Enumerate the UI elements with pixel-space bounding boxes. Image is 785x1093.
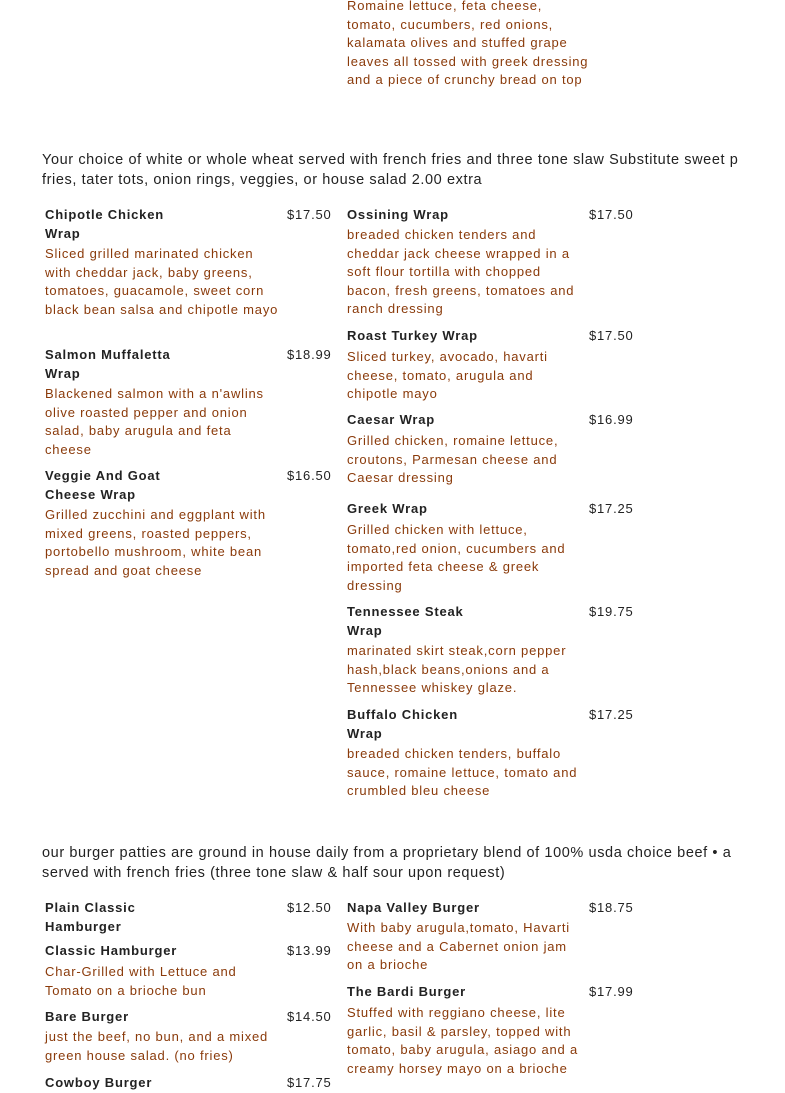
menu-item-name: Napa Valley Burger xyxy=(347,900,480,915)
menu-item-description: just the beef, no bun, and a mixed green house salad. (no fries) xyxy=(45,1029,269,1063)
menu-item-description: Grilled zucchini and eggplant with mixed greens, roasted peppers, portobello mushroom, white bean spread and goat cheese xyxy=(45,507,266,578)
burgers-note-line-2: served with french fries (three tone slaw & half sour upon request) xyxy=(42,865,506,881)
greek-salad-description: Romaine lettuce, feta cheese, tomato, cucumbers, red onions, kalamata olives and stuffed grape leaves all tossed with greek dressing and a piece of crunchy bread on top xyxy=(347,0,589,87)
menu-item-price: $14.50 xyxy=(287,1009,332,1024)
menu-item-name: Tennessee Steak Wrap xyxy=(347,604,464,638)
menu-item-name: Classic Hamburger xyxy=(45,943,178,958)
menu-item-description: With baby arugula,tomato, Havarti cheese and a Cabernet onion jam on a brioche xyxy=(347,920,570,972)
menu-item-name: Chipotle Chicken Wrap xyxy=(45,207,164,241)
menu-item-price: $18.75 xyxy=(589,900,634,915)
menu-item-name: Greek Wrap xyxy=(347,501,428,516)
menu-item-name: Ossining Wrap xyxy=(347,207,449,222)
menu-item-description: Sliced grilled marinated chicken with cheddar jack, baby greens, tomatoes, guacamole, sweet corn black bean salsa and chipotle mayo xyxy=(45,246,279,317)
menu-item-description: Blackened salmon with a n'awlins olive roasted pepper and onion salad, baby arugula and feta cheese xyxy=(45,386,264,457)
menu-item-price: $17.50 xyxy=(287,207,332,222)
menu-item-price: $17.25 xyxy=(589,501,634,516)
menu-item-price: $18.99 xyxy=(287,347,332,362)
menu-item-price: $17.99 xyxy=(589,984,634,999)
menu-item-name: Buffalo Chicken Wrap xyxy=(347,707,458,741)
menu-item-price: $16.99 xyxy=(589,412,634,427)
menu-item-name: Roast Turkey Wrap xyxy=(347,328,478,343)
menu-item-price: $13.99 xyxy=(287,943,332,958)
menu-item-price: $16.50 xyxy=(287,468,332,483)
menu-item-name: Caesar Wrap xyxy=(347,412,436,427)
menu-item-price: $17.75 xyxy=(287,1075,332,1090)
wraps-note-line-1: Your choice of white or whole wheat served with french fries and three tone slaw Substitute sweet p xyxy=(42,152,739,168)
menu-item-name: The Bardi Burger xyxy=(347,984,466,999)
menu-item-price: $12.50 xyxy=(287,900,332,915)
menu-item-description: Sliced turkey, avocado, havarti cheese, tomato, arugula and chipotle mayo xyxy=(347,349,548,401)
menu-item-description: marinated skirt steak,corn pepper hash,black beans,onions and a Tennessee whiskey glaze. xyxy=(347,643,567,695)
menu-item-description: Stuffed with reggiano cheese, lite garlic, basil & parsley, topped with tomato, baby arugula, asiago and a creamy horsey mayo on a brioche xyxy=(347,1005,579,1076)
menu-item-price: $17.50 xyxy=(589,328,634,343)
burgers-note-line-1: our burger patties are ground in house daily from a proprietary blend of 100% usda choice beef • a xyxy=(42,845,732,861)
menu-item-description: breaded chicken tenders, buffalo sauce, romaine lettuce, tomato and crumbled bleu cheese xyxy=(347,746,578,798)
menu-item-name: Veggie And Goat Cheese Wrap xyxy=(45,468,161,502)
menu-item-description: Grilled chicken, romaine lettuce, croutons, Parmesan cheese and Caesar dressing xyxy=(347,433,559,485)
menu-item-name: Salmon Muffaletta Wrap xyxy=(45,347,171,381)
menu-item-description: Grilled chicken with lettuce, tomato,red onion, cucumbers and imported feta cheese & greek dressing xyxy=(347,522,566,593)
menu-item-name: Plain Classic Hamburger xyxy=(45,900,136,934)
menu-item-name: Cowboy Burger xyxy=(45,1075,153,1090)
menu-item-price: $19.75 xyxy=(589,604,634,619)
menu-item-price: $17.25 xyxy=(589,707,634,722)
wraps-note-line-2: fries, tater tots, onion rings, veggies, or house salad 2.00 extra xyxy=(42,172,483,188)
menu-item-description: breaded chicken tenders and cheddar jack cheese wrapped in a soft flour tortilla with chopped bacon, fresh greens, tomatoes and ranch dressing xyxy=(347,227,575,316)
menu-item-name: Bare Burger xyxy=(45,1009,129,1024)
menu-item-price: $17.50 xyxy=(589,207,634,222)
menu-item-description: Char-Grilled with Lettuce and Tomato on a brioche bun xyxy=(45,964,237,998)
